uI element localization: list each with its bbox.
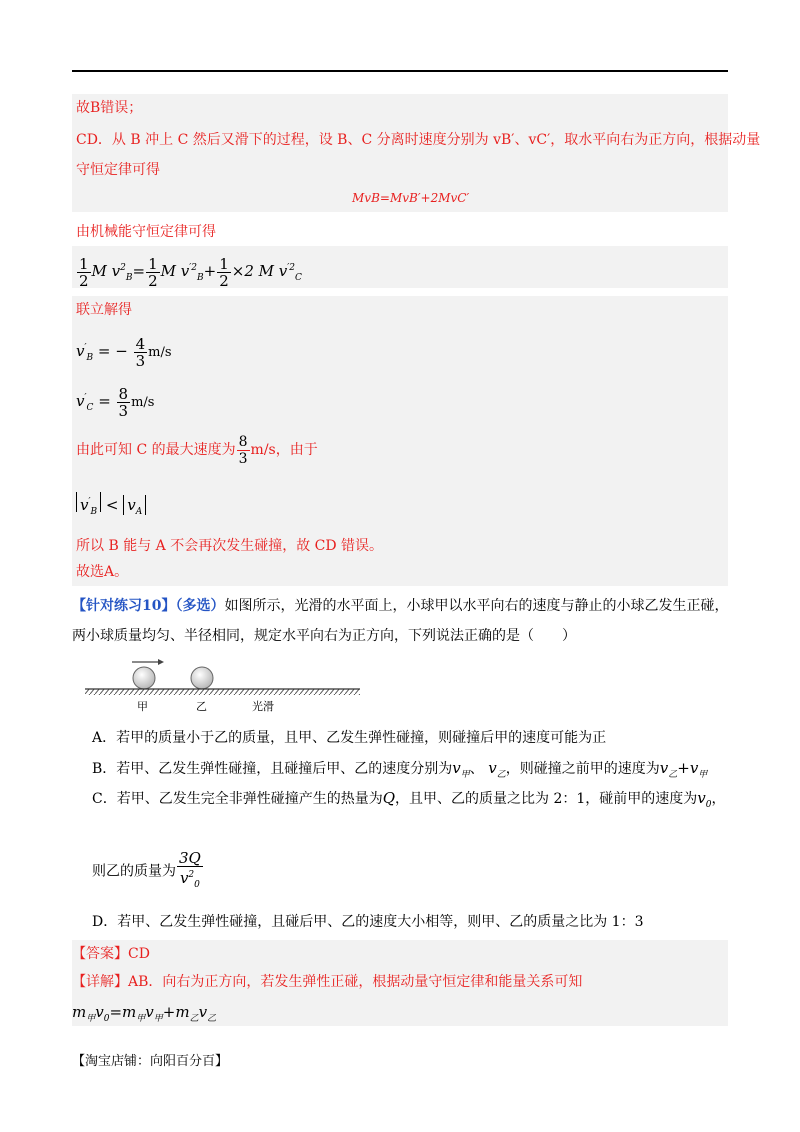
momentum-equation: MvB=MvB′+2MvC′: [352, 191, 470, 205]
arrow-head-icon: [158, 659, 164, 665]
solution-text: 故B错误；: [76, 100, 143, 116]
vc-result: $v'_C$ = $\frac{8}{3}$ m/s: [76, 384, 155, 420]
option-d: D．若甲、乙发生弹性碰撞，且碰后甲、乙的速度大小相等，则甲、乙的质量之比为 1：3: [92, 914, 644, 930]
energy-equation: $\frac{1}{2}$ M $v^2_B=$ $\frac{1}{2}$ M $v^{'2}_B+$ $\frac{1}{2}$ ×2 M $v^{'2}_C$: [79, 254, 302, 290]
header-rule: [72, 70, 728, 72]
momentum-equation-2: $m_甲v_0=m_甲v_甲+m_乙v_乙$: [72, 1003, 217, 1024]
label-jia: 甲: [137, 700, 148, 713]
option-a: A．若甲的质量小于乙的质量，且甲、乙发生弹性碰撞，则碰撞后甲的速度可能为正: [92, 730, 607, 746]
solution-text: CD．从 B 冲上 C 然后又滑下的过程，设 B、C 分离时速度分别为 vB′、vC′，取水平向右为正方向，根据动量: [76, 132, 761, 148]
abs-inequality: $v'_B < v_A$: [76, 492, 146, 515]
solution-text: 所以 B 能与 A 不会再次发生碰撞，故 CD 错误。: [76, 538, 384, 554]
solution-text: 守恒定律可得: [76, 162, 160, 178]
ground-hatch: [85, 689, 360, 695]
answer-label: 【答案】CD: [72, 946, 150, 962]
option-c-continued: 则乙的质量为 $\frac{3Q}{v^2_0}$: [92, 849, 201, 890]
ball-jia: [133, 667, 155, 689]
ball-yi: [191, 667, 213, 689]
answer-detail: 【详解】AB．向右为正方向，若发生弹性正碰，根据动量守恒定律和能量关系可知: [72, 974, 583, 990]
option-c: C．若甲、乙发生完全非弹性碰撞产生的热量为Q，且甲、乙的质量之比为 2：1，碰前甲的速度为$v_0$，: [92, 789, 726, 810]
question-stem: 两小球质量均匀、半径相同，规定水平向右为正方向，下列说法正确的是（ ）: [72, 628, 576, 644]
collision-figure: [80, 652, 370, 720]
question-tag: 【针对练习10】（多选）: [72, 598, 225, 614]
label-smooth: 光滑: [252, 700, 274, 713]
vb-result: $v'_B$ = − $\frac{4}{3}$ m/s: [76, 334, 172, 370]
label-yi: 乙: [196, 700, 207, 713]
solution-text: 联立解得: [76, 302, 132, 318]
footer-shop: 【淘宝店铺：向阳百分百】: [72, 1054, 229, 1069]
question-stem: 【针对练习10】（多选）如图所示，光滑的水平面上，小球甲以水平向右的速度与静止的小球乙发生正碰，: [72, 598, 729, 614]
option-b: B．若甲、乙发生弹性碰撞，且碰撞后甲、乙的速度分别为$v_甲$、 $v_乙$，则碰撞之前甲的速度为$v_乙+v_甲$: [92, 759, 708, 780]
solution-text: 由此可知 C 的最大速度为 $\frac{8}{3}$ m/s，由于: [76, 433, 318, 467]
solution-text: 由机械能守恒定律可得: [76, 224, 216, 240]
solution-text: 故选A。: [76, 564, 129, 580]
